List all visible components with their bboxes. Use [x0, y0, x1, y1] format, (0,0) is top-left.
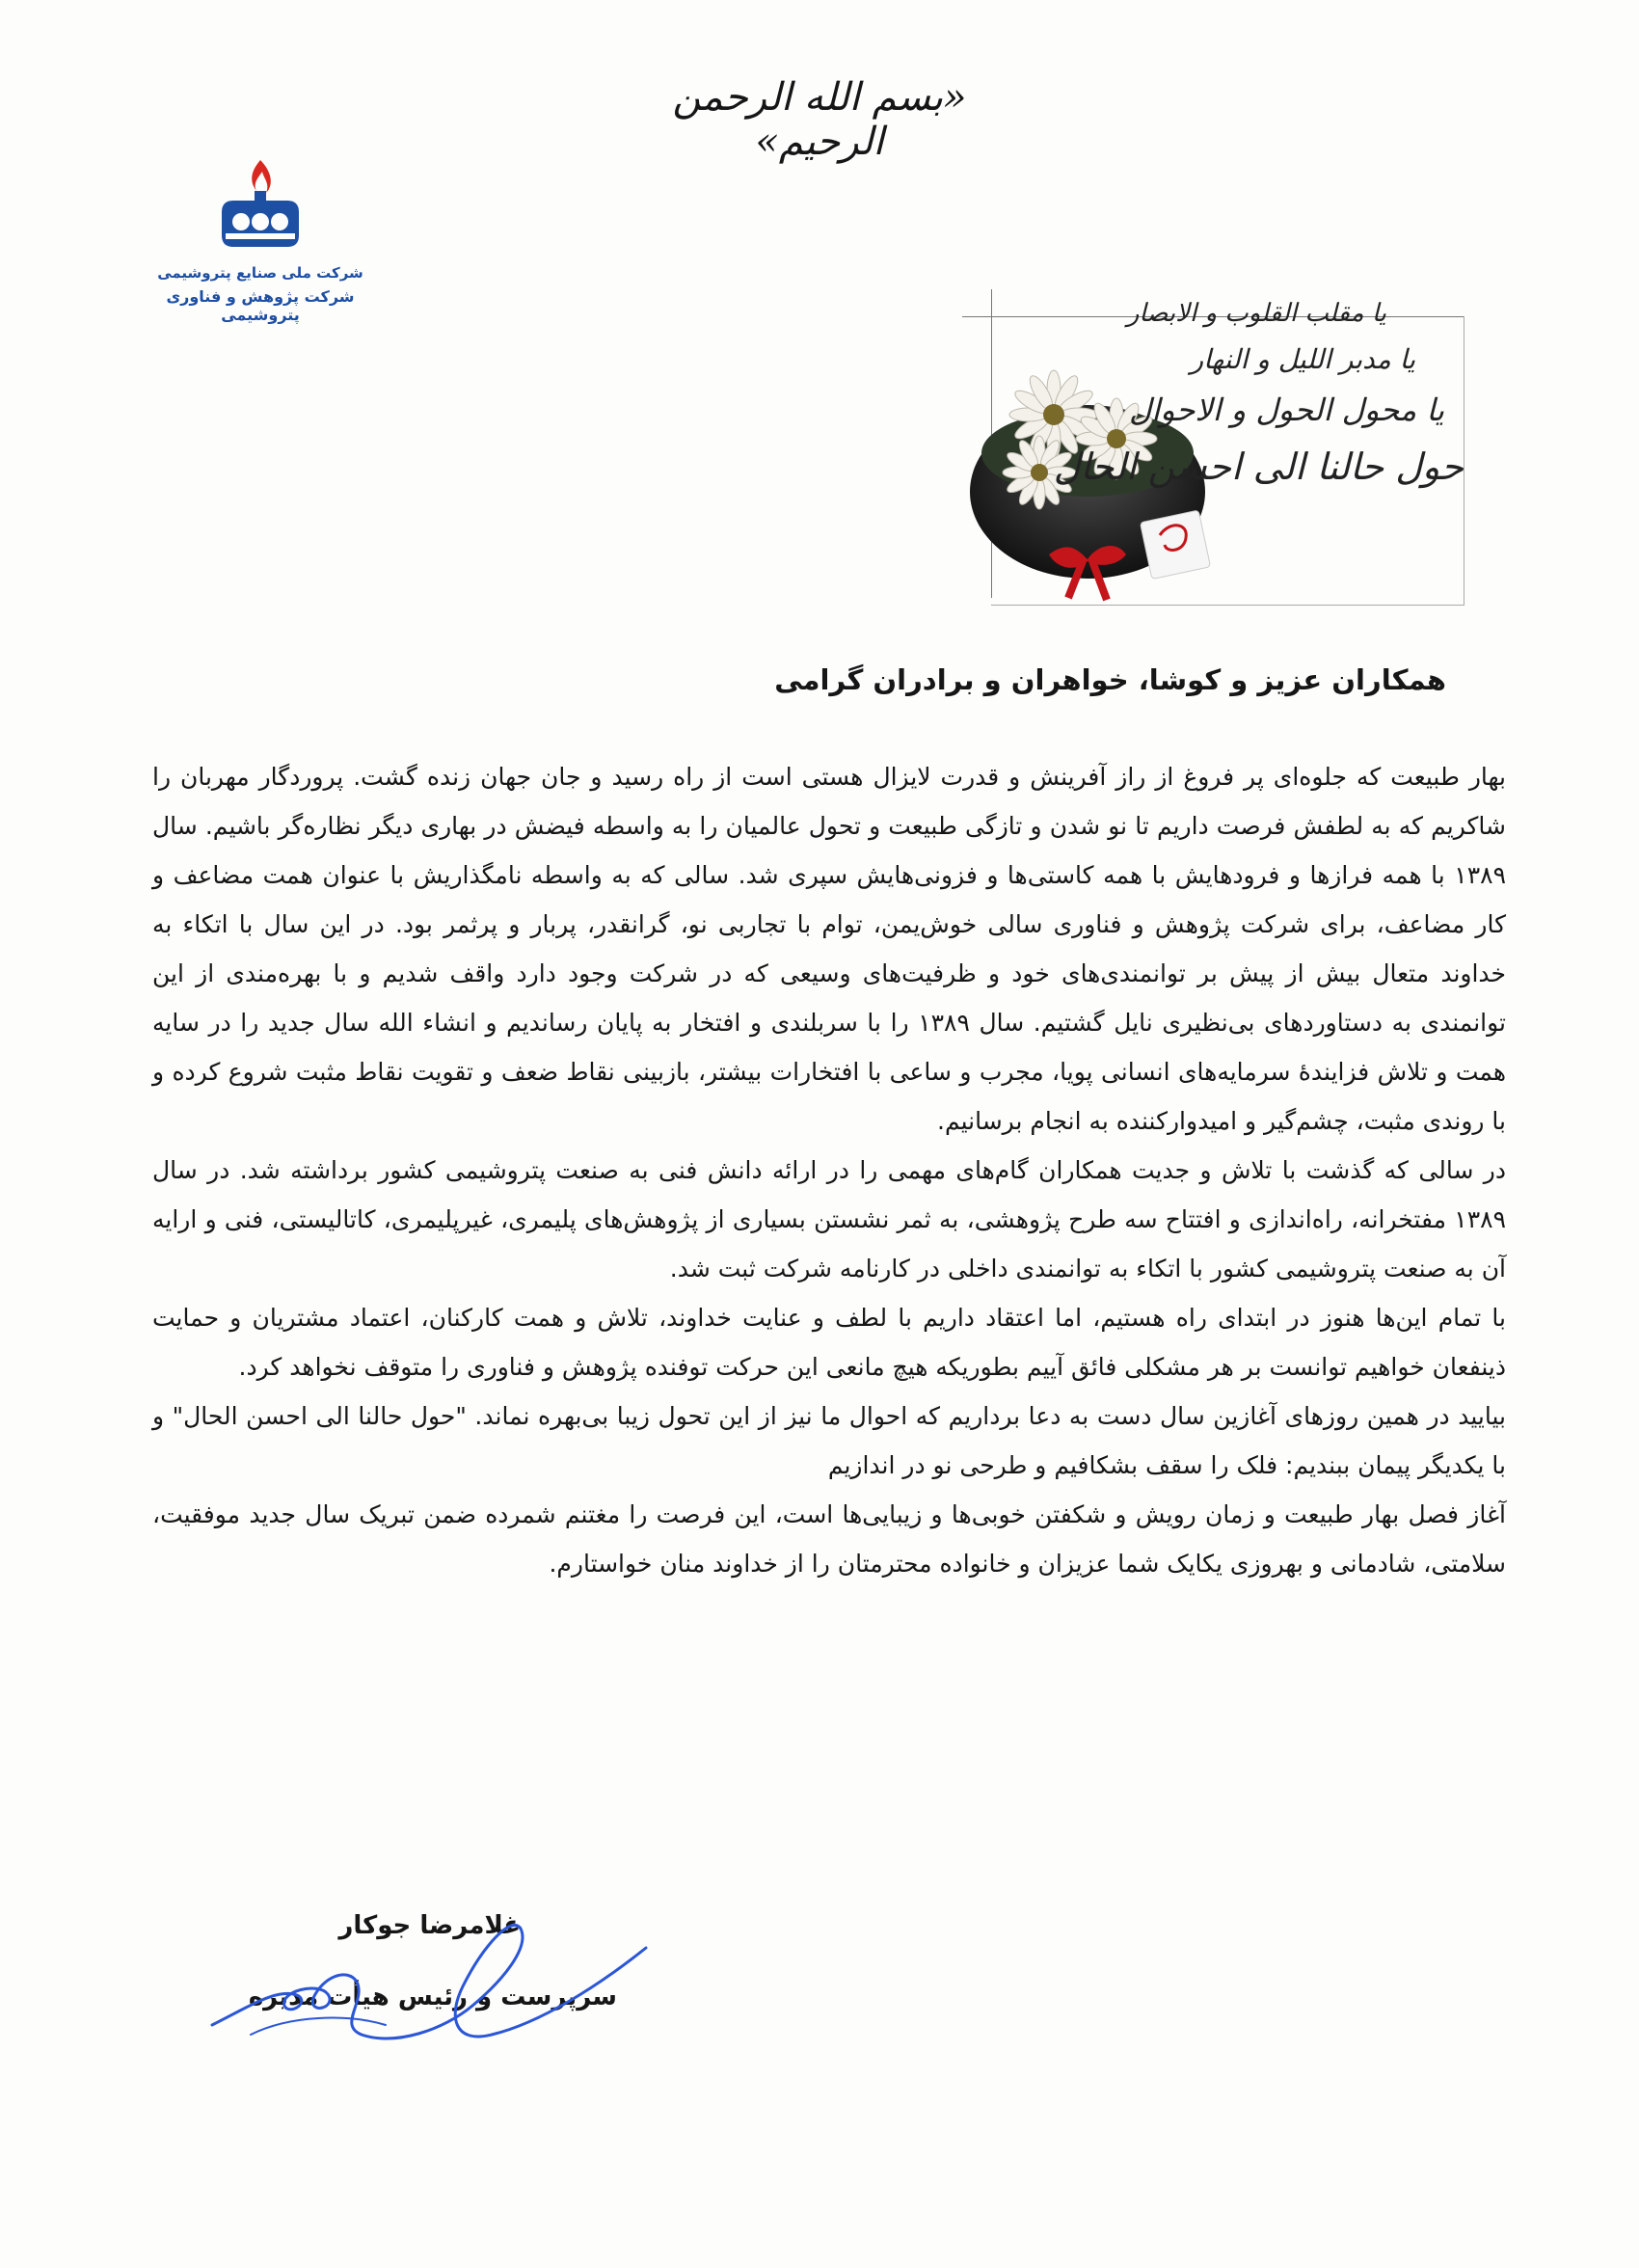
paragraph-1: بهار طبیعت که جلوه‌ای پر فروغ از راز آفرینش و قدرت لایزال هستی است از راه رسید و جان جهان زنده گشت. پروردگار مهربان را شاکریم که به لطفش فرصت داریم تا نو شدن و تازگی طبیعت و تحول عالمیان را به واسطه فیضش در بهاری دیگر نظاره‌گر باشیم. سال ۱۳۸۹ با همه فرازها و فرودهایش با همه کاستی‌ها و فزونی‌هایش سپری شد. سالی که به واسطه نامگذاریش با عنوان همت مضاعف و کار مضاعف، برای شرکت پژوهش و فناوری سالی خوش‌یمن، توام با تجاربی نو، گرانقدر، پربار و پرثمر بود. در این سال با اتکاء به خداوند متعال بیش از پیش بر توانمندی‌های خود و ظرفیت‌های وسیعی که در شرکت وجود دارد واقف شدیم و با بهره‌مندی از این توانمندی به دستاوردهای بی‌نظیری نایل گشتیم. سال ۱۳۸۹ را با سربلندی و افتخار به پایان رساندیم و انشاء الله سال جدید را در سایه همت و تلاش فزایندهٔ سرمایه‌های انسانی پویا، مجرب و ساعی با افتخارات بیشتر، بازبینی نقاط ضعف و تقویت نقاط مثبت شروع کرده و با روندی مثبت، چشم‌گیر و امیدوارکننده به انجام برسانیم. [152, 763, 1506, 1135]
basmala-heading: «بسم الله الرحمن الرحیم» [672, 75, 967, 164]
salutation: همکاران عزیز و کوشا، خواهران و برادران گرامی [774, 663, 1446, 696]
paragraph-4: بیایید در همین روزهای آغازین سال دست به دعا برداریم که احوال ما نیز از این تحول زیبا بی‌بهره نماند. "حول حالنا الی احسن الحال" و با یکدیگر پیمان ببندیم: فلک را سقف بشکافیم و طرحی نو در اندازیم [152, 1402, 1506, 1479]
company-logo [145, 154, 376, 324]
greeting-card-image [962, 289, 1483, 612]
logo-text-line2: شرکت پژوهش و فناوری پتروشیمی [166, 287, 355, 324]
paragraph-5: آغاز فصل بهار طبیعت و زمان رویش و شکفتن خوبی‌ها و زیبایی‌ها است، این فرصت را مغتنم شمرده ضمن تبریک سال جدید موفقیت، سلامتی، شادمانی و بهروزی یکایک شما عزیزان و خانواده محترمتان را از خداوند منان خواستارم. [152, 1500, 1506, 1578]
handwritten-signature [193, 1890, 656, 2054]
logo-text-line1: شرکت ملی صنایع پتروشیمی [157, 264, 363, 282]
prayer-line-4: حول حالنا الی احسن الحال [1053, 446, 1464, 488]
paragraph-2: در سالی که گذشت با تلاش و جدیت همکاران گام‌های مهمی را در ارائه دانش فنی به صنعت پتروشیمی کشور برداشته شد. در سال ۱۳۸۹ مفتخرانه، راه‌اندازی و افتتاح سه طرح پژوهشی، به ثمر نشستن بسیاری از پژوهش‌های پلیمری، غیرپلیمری، کاتالیستی، فنی و ارایه آن به صنعت پتروشیمی کشور با اتکاء به توانمندی داخلی در کارنامه شرکت ثبت شد. [152, 1156, 1506, 1282]
paragraph-3: با تمام این‌ها هنوز در ابتدای راه هستیم، اما اعتقاد داریم با لطف و عنایت خداوند، تلاش و همت کارکنان، اعتماد مشتریان و حمایت ذینفعان خواهیم توانست بر هر مشکلی فائق آییم بطوریکه هیچ مانعی این حرکت توفنده پژوهش و فناوری را متوقف نخواهد کرد. [152, 1304, 1506, 1381]
letter-body [152, 752, 1506, 1588]
prayer-line-1: یا مقلب القلوب و الابصار [1126, 299, 1386, 328]
prayer-line-3: یا محول الحول و الاحوال [1128, 392, 1444, 428]
signature-block [193, 1890, 656, 2054]
signatory-name: غلامرضا جوکار [338, 1911, 521, 1940]
petrochemical-flame-icon [212, 154, 309, 260]
signatory-title: سرپرست و رئیس هیأت مدیره [248, 1983, 617, 2012]
prayer-line-2: یا مدبر اللیل و النهار [1190, 343, 1415, 375]
